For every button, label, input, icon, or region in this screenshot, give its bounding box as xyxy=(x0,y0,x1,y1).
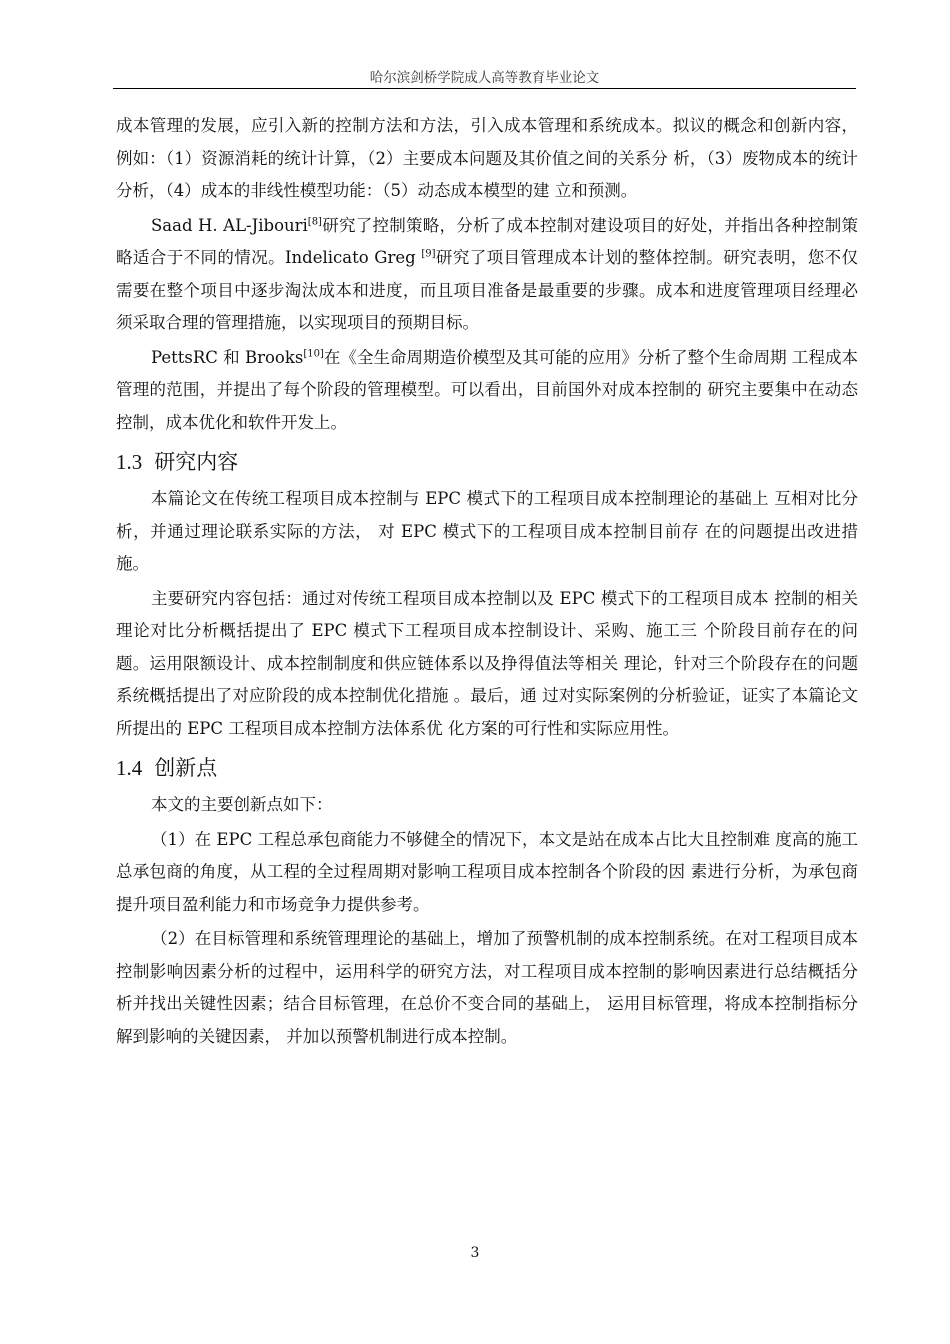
page-number: 3 xyxy=(470,1245,480,1261)
running-header: 哈尔滨剑桥学院成人高等教育毕业论文 xyxy=(369,70,600,86)
section-title-1-4: 创新点 xyxy=(154,756,218,780)
paragraph-innovation-1: （1）在 EPC 工程总承包商能力不够健全的情况下，本文是站在成本占比大且控制难 度高的施工总承包商的角度，从工程的全过程周期对影响工程项目成本控制各个阶段的因 素进行分析，为承包商提升项目盈利能力和市场竞争力提供参考。 xyxy=(116,829,858,914)
section-number-1-4: 1.4 xyxy=(116,756,143,780)
author-al-jibouri: Saad H. AL-Jibouri xyxy=(151,215,308,235)
paragraph-innovation-intro: 本文的主要创新点如下： xyxy=(151,795,333,814)
paragraph-research-content: 主要研究内容包括：通过对传统工程项目成本控制以及 EPC 模式下的工程项目成本 控制的相关理论对比分析概括提出了 EPC 模式下工程项目成本控制设计、采购、施工三 个阶段目前存在的问题。运用限额设计、成本控制制度和供应链体系以及挣得值法等相关 理论，针对三个阶段存在的问题系统概括提出了对应阶段的成本控制优化措施 。最后，通 过对实际案例的分析验证，证实了本篇论文所提出的 EPC 工程项目成本控制方法体系优 化方案的可行性和实际应用性。 xyxy=(116,588,858,738)
section-heading-1-4 xyxy=(116,753,858,783)
paragraph-petts-brooks xyxy=(116,342,858,440)
paragraph-al-jibouri xyxy=(116,210,858,340)
paragraph-al-jibouri-text: 研究了控制策略，分析了成本控制对建设项目的好处，并指出各种控制策略适合于不同的情况。Indelicato Greg xyxy=(116,215,858,267)
paragraph-innovation-2: （2）在目标管理和系统管理理论的基础上，增加了预警机制的成本控制系统。在对工程项目成本控制影响因素分析的过程中，运用科学的研究方法，对工程项目成本控制的影响因素进行总结概括分析并找出关键性因素；结合目标管理，在总价不变合同的基础上， 运用目标管理，将成本控制指标分解到影响的关键因素， 并加以预警机制进行成本控制。 xyxy=(116,929,858,1046)
paragraph-petts-brooks-text: 在《全生命周期造价模型及其可能的应用》分析了整个生命周期 工程成本管理的范围，并提出了每个阶段的管理模型。可以看出，目前国外对成本控制的 研究主要集中在动态控制，成本优化和软件开发上。 xyxy=(116,347,858,432)
paragraph-cost-management: 成本管理的发展，应引入新的控制方法和方法，引入成本管理和系统成本。拟议的概念和创新内容，例如：（1）资源消耗的统计计算，（2）主要成本问题及其价值之间的关系分 析，（3）废物成本的统计分析，（4）成本的非线性模型功能：（5）动态成本模型的建 立和预测。 xyxy=(116,116,858,200)
header-rule xyxy=(113,88,856,89)
author-petts-brooks: PettsRC 和 Brooks xyxy=(151,347,304,367)
paragraph-indelicato-text: 研究了项目管理成本计划的整体控制。研究表明，您不仅需要在整个项目中逐步淘汰成本和进度，而且项目准备是最重要的步骤。成本和进度管理项目经理必须采取合理的管理措施，以实现项目的预期目标。 xyxy=(116,248,858,332)
paragraph-research-basis: 本篇论文在传统工程项目成本控制与 EPC 模式下的工程项目成本控制理论的基础上 互相对比分析，并通过理论联系实际的方法， 对 EPC 模式下的工程项目成本控制目前存 在的问题提出改进措施。 xyxy=(116,489,858,573)
section-heading-1-3 xyxy=(116,447,858,477)
document-body xyxy=(116,110,858,1055)
citation-10: [10] xyxy=(303,348,324,359)
citation-9: [9] xyxy=(421,248,436,260)
citation-8: [8] xyxy=(307,216,322,227)
section-number-1-3: 1.3 xyxy=(116,450,143,474)
section-title-1-3: 研究内容 xyxy=(154,450,239,474)
